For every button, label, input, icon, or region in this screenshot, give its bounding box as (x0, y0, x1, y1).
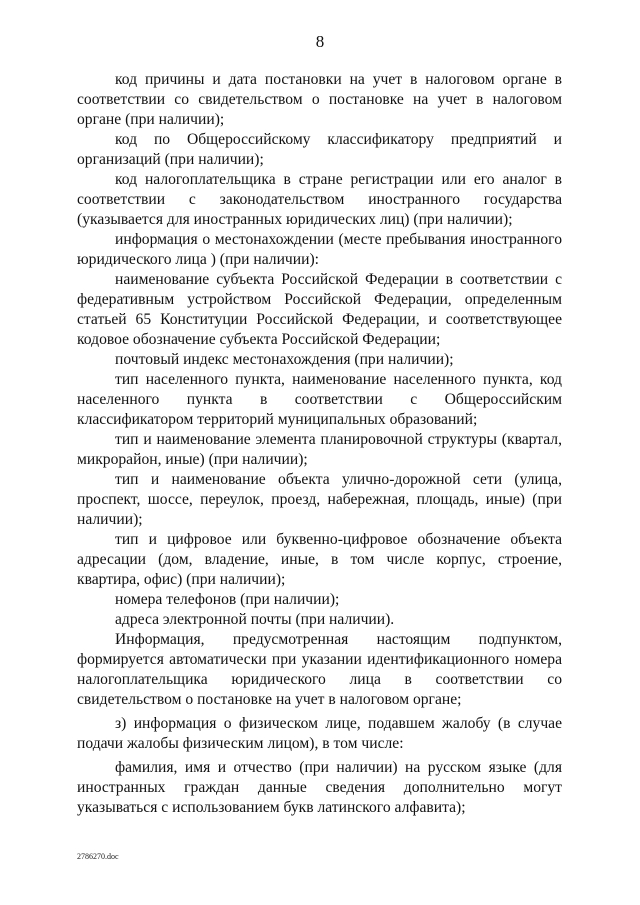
paragraph-individual: з) информация о физическом лице, подавшем жалобу (в случае подачи жалобы физическим лицом), в том числе: (77, 715, 562, 752)
document-body (77, 70, 562, 818)
paragraph-postal-index: почтовый индекс местонахождения (при наличии); (115, 351, 454, 368)
page-number: 8 (315, 32, 325, 51)
paragraph-phones: номера телефонов (при наличии); (115, 591, 340, 608)
paragraph-emails: адреса электронной почты (при наличии). (115, 611, 395, 628)
paragraph-street: тип и наименование объекта улично-дорожной сети (улица, проспект, шоссе, переулок, проезд, набережная, площадь, иные) (при наличии); (77, 471, 562, 528)
paragraph-kpp: код причины и дата постановки на учет в налоговом органе в соответствии со свидетельством о постановке на учет в налоговом органе (при наличии); (77, 71, 562, 128)
paragraph-settlement: тип населенного пункта, наименование населенного пункта, код населенного пункта в соответствии с Общероссийским классификатором территорий муниципальных образований; (77, 371, 562, 428)
paragraph-auto-info: Информация, предусмотренная настоящим подпунктом, формируется автоматически при указании идентификационного номера налогоплательщика юридического лица в соответствии со свидетельством о постановке на учет в налоговом органе; (77, 631, 562, 708)
paragraph-planning-element: тип и наименование элемента планировочной структуры (квартал, микрорайон, иные) (при наличии); (77, 431, 562, 468)
paragraph-okpo: код по Общероссийскому классификатору предприятий и организаций (при наличии); (77, 131, 562, 168)
document-footer-filename: 2786270.doc (77, 852, 119, 861)
paragraph-location-info: информация о местонахождении (месте пребывания иностранного юридического лица ) (при наличии): (77, 231, 562, 268)
paragraph-addressing-object: тип и цифровое или буквенно-цифровое обозначение объекта адресации (дом, владение, иные, в том числе корпус, строение, квартира, офис) (при наличии); (77, 531, 562, 588)
paragraph-region: наименование субъекта Российской Федерации в соответствии с федеративным устройством Российской Федерации, определенным статьей 65 Конституции Российской Федерации, и соответствующее кодовое обозначение субъекта Российской Федерации; (77, 271, 562, 348)
paragraph-full-name: фамилия, имя и отчество (при наличии) на русском языке (для иностранных граждан данные сведения дополнительно могут указываться с использованием букв латинского алфавита); (77, 759, 562, 816)
paragraph-tax-code: код налогоплательщика в стране регистрации или его аналог в соответствии с законодательством иностранного государства (указывается для иностранных юридических лиц) (при наличии); (77, 171, 562, 228)
